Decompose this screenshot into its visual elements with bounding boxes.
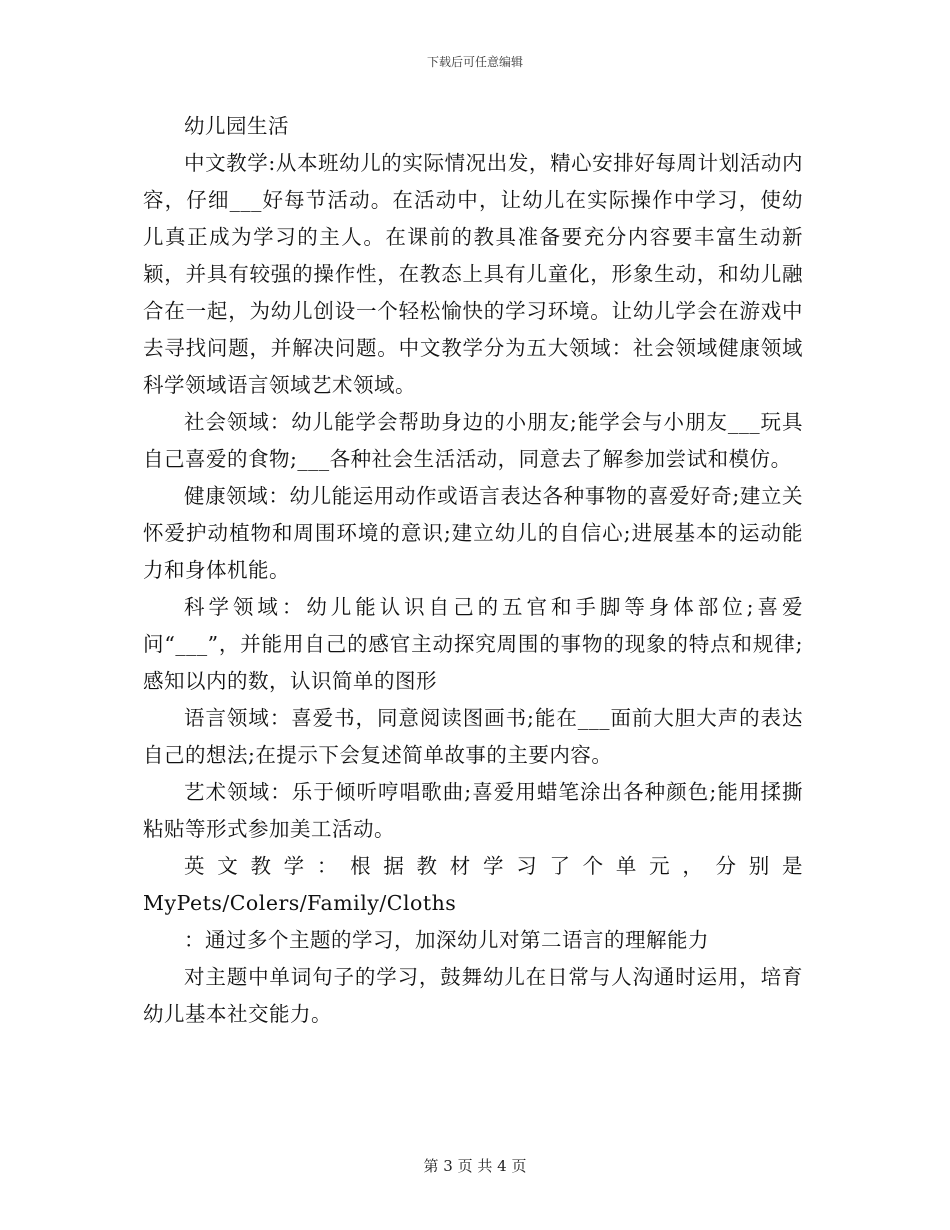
paragraph-chinese-teaching: 中文教学:从本班幼儿的实际情况出发，精心安排好每周计划活动内容，仔细___好每节活动。在活动中，让幼儿在实际操作中学习，使幼儿真正成为学习的主人。在课前的教具准备要充分内容要丰富生动新颖，并具有较强的操作性，在教态上具有儿童化，形象生动，和幼儿融合在一起，为幼儿创设一个轻松愉快的学习环境。让幼儿学会在游戏中去寻找问题，并解决问题。中文教学分为五大领域：社会领域健康领域科学领域语言领域艺术领域。: [143, 151, 803, 397]
paragraph-english-goal: ：通过多个主题的学习，加深幼儿对第二语言的理解能力: [184, 928, 709, 952]
paragraph-language-domain: 语言领域：喜爱书，同意阅读图画书;能在___面前大胆大声的表达自己的想法;在提示下会复述简单故事的主要内容。: [143, 706, 803, 767]
document-body: [143, 108, 803, 1033]
paragraph-vocabulary: 对主题中单词句子的学习，鼓舞幼儿在日常与人沟通时运用，培育幼儿基本社交能力。: [143, 965, 803, 1026]
paragraph-english-teaching: 英文教学：根据教材学习了个单元，分别是MyPets/Colers/Family/Cloths: [143, 854, 803, 915]
section-title: 幼儿园生活: [184, 114, 289, 138]
page-header: 下载后可任意编辑: [426, 55, 523, 69]
paragraph-science-domain: 科学领域：幼儿能认识自己的五官和手脚等身体部位;喜爱问“___”，并能用自己的感官主动探究周围的事物的现象的特点和规律;感知以内的数，认识简单的图形: [143, 595, 803, 693]
paragraph-health-domain: 健康领域：幼儿能运用动作或语言表达各种事物的喜爱好奇;建立关怀爱护动植物和周围环境的意识;建立幼儿的自信心;进展基本的运动能力和身体机能。: [143, 484, 803, 582]
page-number: 第 3 页 共 4 页: [423, 1157, 527, 1175]
paragraph-social-domain: 社会领域：幼儿能学会帮助身边的小朋友;能学会与小朋友___玩具自己喜爱的食物;___各种社会生活活动，同意去了解参加尝试和模仿。: [143, 410, 803, 471]
paragraph-art-domain: 艺术领域：乐于倾听哼唱歌曲;喜爱用蜡笔涂出各种颜色;能用揉撕粘贴等形式参加美工活动。: [143, 780, 803, 841]
